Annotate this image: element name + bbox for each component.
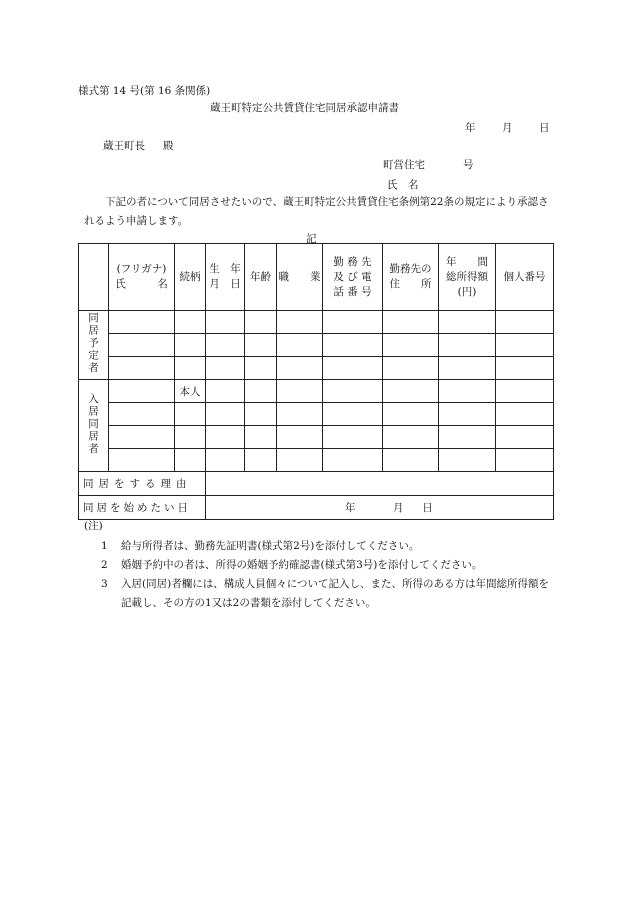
cell-name[interactable] [109,357,175,380]
applicant-name-line [383,177,457,192]
ki-heading: 記 [306,233,317,245]
addressee-honorific: 殿 [163,140,174,152]
cell-relation[interactable] [175,334,206,357]
table-row [79,449,554,472]
cell-birthdate[interactable] [206,380,245,403]
header-birth-line2: 月 日 [209,278,241,290]
header-personal-number: 個人番号 [496,244,554,311]
table-row [79,426,554,449]
cell-name[interactable] [109,334,175,357]
cell-workplace[interactable] [323,403,383,426]
cell-workplace[interactable] [323,311,383,334]
reason-row [79,472,554,496]
cell-occupation[interactable] [277,449,323,472]
cell-work-address[interactable] [383,357,439,380]
cell-age[interactable] [245,403,277,426]
housing-label: 町営住宅 [383,159,425,171]
start-day-label: 日 [422,502,433,514]
note-item [101,556,551,575]
cell-relation[interactable] [175,403,206,426]
cell-workplace[interactable] [323,380,383,403]
cell-birthdate[interactable] [206,426,245,449]
cell-work-address[interactable] [383,311,439,334]
cell-occupation[interactable] [277,426,323,449]
cell-work-address[interactable] [383,449,439,472]
header-name-label: 氏 名 [115,278,168,290]
cell-name[interactable] [109,311,175,334]
cell-occupation[interactable] [277,403,323,426]
cell-personal-number[interactable] [496,380,554,403]
cell-personal-number[interactable] [496,449,554,472]
header-corner [79,244,109,311]
cell-income[interactable] [439,311,496,334]
header-workplace [323,244,383,311]
applicant-housing-line [383,157,474,172]
cell-personal-number[interactable] [496,426,554,449]
note-item [101,537,551,556]
header-work-addr-line1: 勤務先の [389,263,432,275]
cell-income[interactable] [439,449,496,472]
cell-income[interactable] [439,380,496,403]
cell-workplace[interactable] [323,334,383,357]
cell-relation[interactable] [175,449,206,472]
form-number: 様式第 14 号(第 16 条関係) [78,85,211,97]
cell-personal-number[interactable] [496,357,554,380]
cell-age[interactable] [245,380,277,403]
header-age: 年齢 [245,244,277,311]
header-birth-line1: 生 年 [209,263,241,275]
date-year-label: 年 [465,122,476,134]
header-work-address [383,244,439,311]
note-text: 婚姻予約中の者は、所得の婚姻予約確認書(様式第3号)を添付してください。 [121,559,483,571]
header-furigana: (フリガナ) [116,263,167,275]
table-header-row [79,244,554,311]
cell-name[interactable] [109,380,175,403]
header-work-line2: 及 び 電 [333,270,372,283]
cell-income[interactable] [439,403,496,426]
note-text: 入居(同居)者欄には、構成人員個々について記入し、また、所得のある方は年間総所得額を記載し、その方の1又は2の書類を添付してください。 [121,578,549,609]
start-year-label: 年 [345,502,356,514]
start-date-label: 同居を始めたい日 [79,496,206,520]
application-date [465,120,550,135]
cell-income[interactable] [439,426,496,449]
addressee-name: 蔵王町長 [103,140,145,152]
cohabitant-table [78,243,554,520]
cell-occupation[interactable] [277,380,323,403]
cell-workplace[interactable] [323,449,383,472]
cell-name[interactable] [109,426,175,449]
cell-workplace[interactable] [323,426,383,449]
cell-age[interactable] [245,311,277,334]
application-statement: 下記の者について同居させたいので、蔵王町特定公共賃貸住宅条例第22条の規定により承認されるよう申請します。 [84,196,549,227]
reason-label: 同居をする理由 [79,472,206,496]
header-occupation: 職 業 [277,244,323,311]
cell-birthdate[interactable] [206,311,245,334]
cell-birthdate[interactable] [206,357,245,380]
cell-age[interactable] [245,357,277,380]
note-number: 2 [101,559,108,571]
notes-heading: (注) [84,520,103,532]
start-date-field[interactable] [206,496,554,520]
cell-relation[interactable] [175,426,206,449]
cell-occupation[interactable] [277,311,323,334]
note-number: 3 [101,578,108,590]
cell-name[interactable] [109,449,175,472]
header-work-addr-line2: 住 所 [389,278,432,290]
cell-work-address[interactable] [383,334,439,357]
start-month-label: 月 [393,502,404,514]
cell-birthdate[interactable] [206,403,245,426]
header-name [109,244,175,311]
reason-field[interactable] [206,472,554,496]
cell-age[interactable] [245,449,277,472]
applicant-name-label: 氏 名 [387,179,419,191]
header-income-line3: (円) [457,285,477,298]
header-relation: 続柄 [175,244,206,311]
housing-suffix: 号 [463,159,474,171]
cell-relation-self: 本人 [175,380,206,403]
cell-work-address[interactable] [383,403,439,426]
cell-name[interactable] [109,403,175,426]
cell-personal-number[interactable] [496,311,554,334]
cell-relation[interactable] [175,311,206,334]
cell-income[interactable] [439,357,496,380]
cell-work-address[interactable] [383,426,439,449]
header-work-line1: 勤 務 先 [333,255,372,268]
group-cohabit-label: 同居予定者 [87,312,99,375]
cell-workplace[interactable] [323,357,383,380]
table-row [79,357,554,380]
header-income [439,244,496,311]
table-row [79,334,554,357]
header-birthdate [206,244,245,311]
group-resident-cell [79,380,109,472]
cell-age[interactable] [245,426,277,449]
header-income-line1: 年 間 [446,255,488,268]
note-text: 給与所得者は、勤務先証明書(様式第2号)を添付してください。 [121,540,420,552]
cell-occupation[interactable] [277,357,323,380]
form-title: 蔵王町特定公共賃貸住宅同居承認申請書 [210,102,399,114]
cell-relation[interactable] [175,357,206,380]
cell-age[interactable] [245,334,277,357]
start-date-row [79,496,554,520]
cell-birthdate[interactable] [206,334,245,357]
cell-income[interactable] [439,334,496,357]
cell-personal-number[interactable] [496,334,554,357]
cell-birthdate[interactable] [206,449,245,472]
group-resident-label: 入居同居者 [87,392,99,456]
addressee [103,138,174,153]
table-row [79,380,554,403]
date-month-label: 月 [502,122,513,134]
cell-personal-number[interactable] [496,403,554,426]
header-work-line3: 話 番 号 [333,285,372,298]
header-income-line2: 総所得額 [446,270,488,283]
table-row [79,403,554,426]
group-cohabit-cell [79,311,109,380]
note-number: 1 [101,540,108,552]
note-item [101,575,551,613]
date-day-label: 日 [539,122,550,134]
cell-occupation[interactable] [277,334,323,357]
table-row [79,311,554,334]
cell-work-address[interactable] [383,380,439,403]
